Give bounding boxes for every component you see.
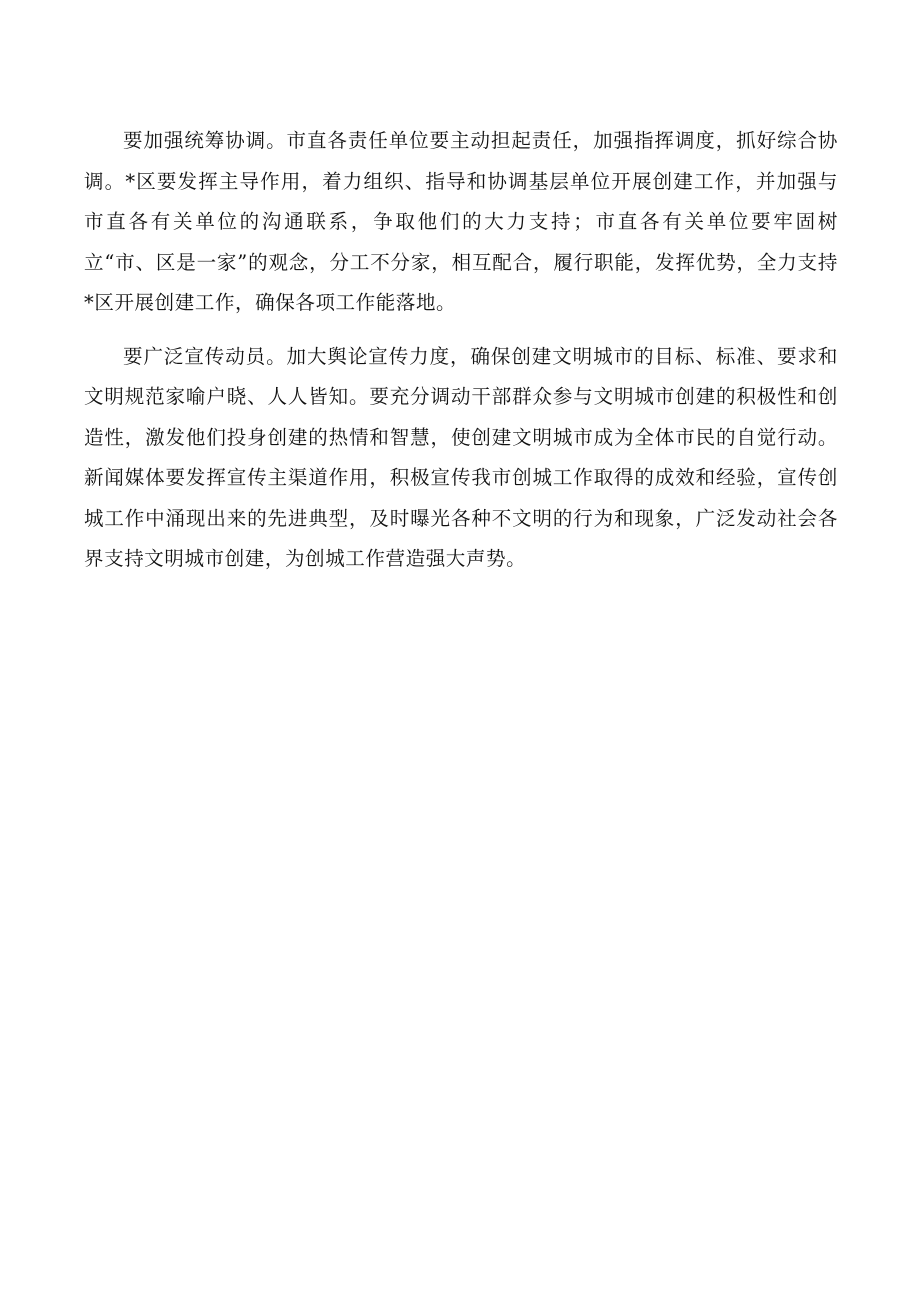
document-body xyxy=(84,121,838,580)
paragraph-coordination: 要加强统筹协调。市直各责任单位要主动担起责任，加强指挥调度，抓好综合协调。*区要发挥主导作用，着力组织、指导和协调基层单位开展创建工作，并加强与市直各有关单位的沟通联系，争取他们的大力支持；市直各有关单位要牢固树立“市、区是一家”的观念，分工不分家，相互配合，履行职能，发挥优势，全力支持*区开展创建工作，确保各项工作能落地。 xyxy=(84,129,838,314)
paragraph-publicity: 要广泛宣传动员。加大舆论宣传力度，确保创建文明城市的目标、标准、要求和文明规范家喻户晓、人人皆知。要充分调动干部群众参与文明城市创建的积极性和创造性，激发他们投身创建的热情和智慧，使创建文明城市成为全体市民的自觉行动。新闻媒体要发挥宣传主渠道作用，积极宣传我市创城工作取得的成效和经验，宣传创城工作中涌现出来的先进典型，及时曝光各种不文明的行为和现象，广泛发动社会各界支持文明城市创建，为创城工作营造强大声势。 xyxy=(84,344,838,570)
